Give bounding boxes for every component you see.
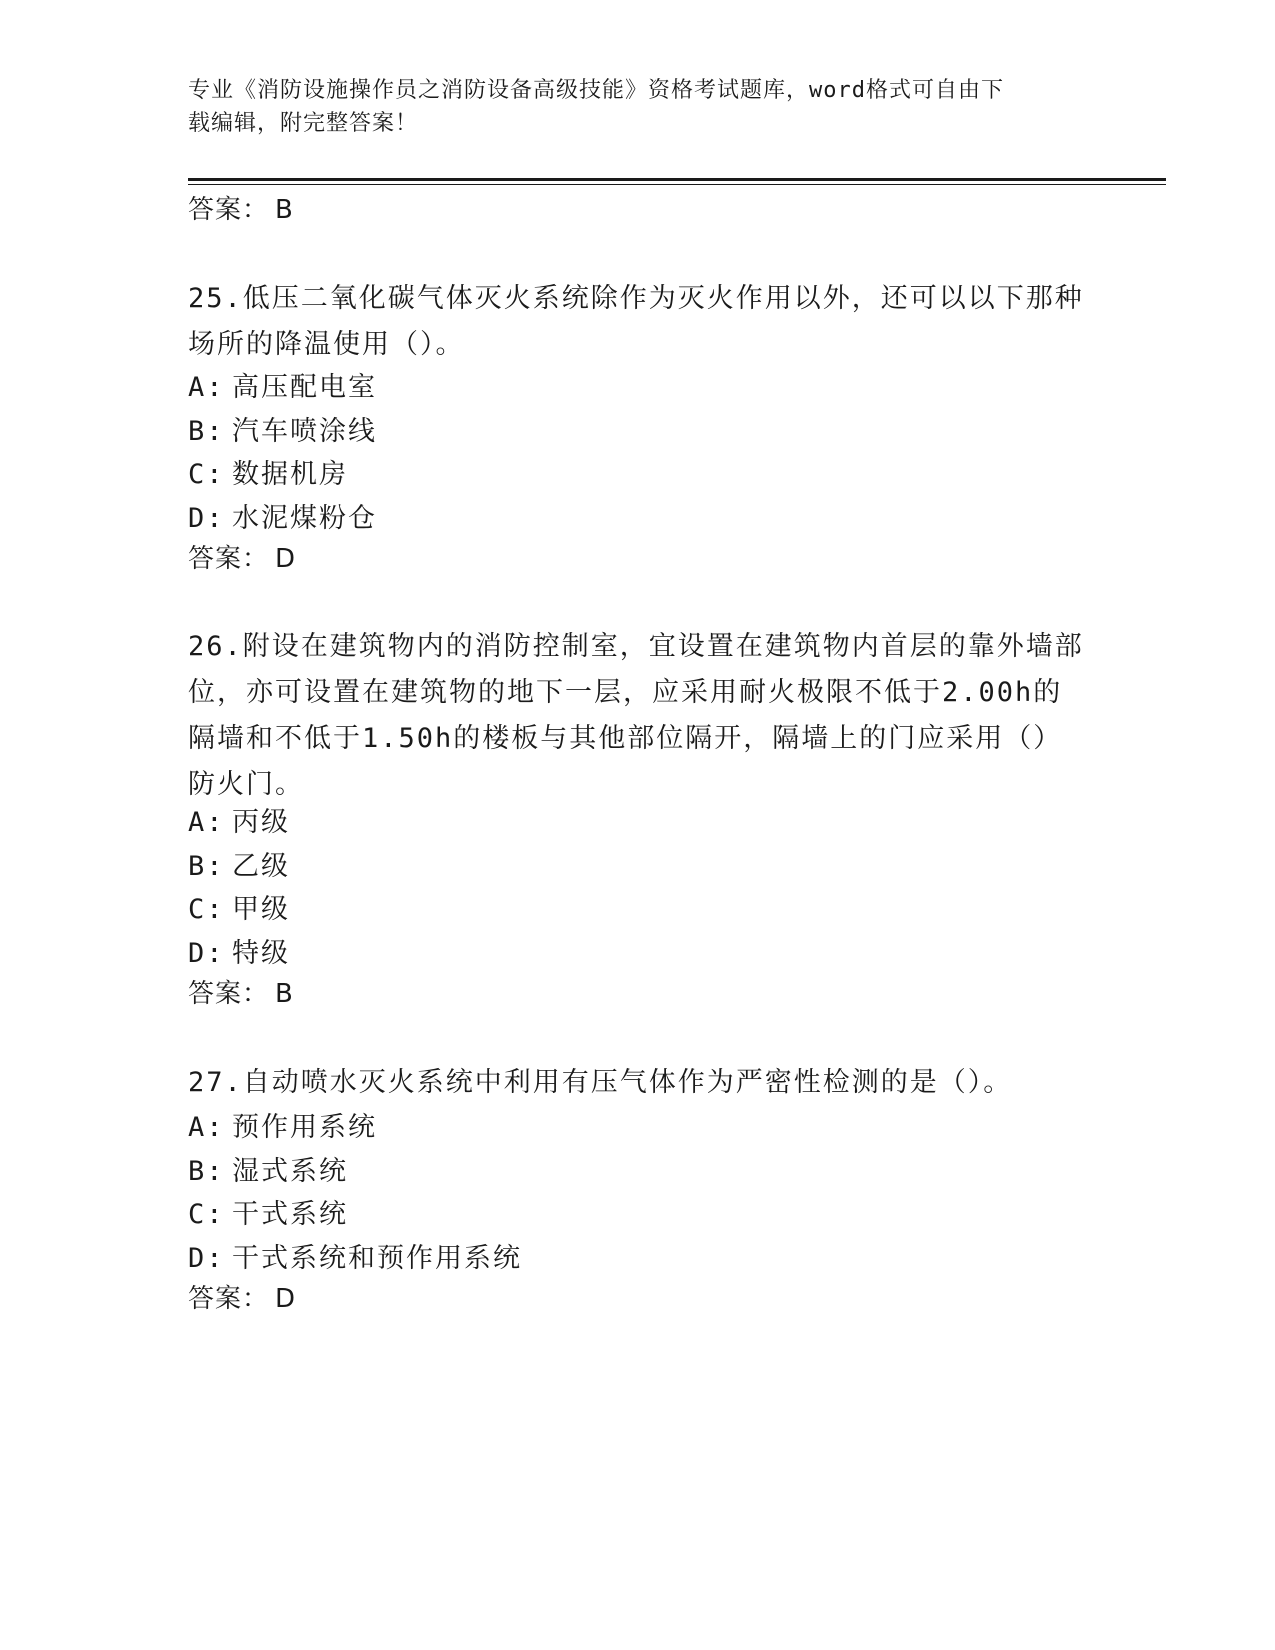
option-text: 特级: [232, 938, 290, 969]
option-text: 干式系统和预作用系统: [232, 1243, 522, 1274]
option-text: 乙级: [232, 851, 290, 882]
question-25-option-d: [188, 499, 377, 539]
answer-label: 答案：: [188, 544, 270, 574]
option-letter: A:: [188, 372, 225, 403]
answer-line: [188, 193, 294, 227]
option-text: 高压配电室: [232, 372, 377, 403]
question-line: 26.附设在建筑物内的消防控制室，宜设置在建筑物内首层的靠外墙部: [188, 631, 1084, 662]
answer-value: B: [275, 195, 294, 225]
option-text: 数据机房: [232, 459, 348, 490]
option-text: 丙级: [232, 807, 290, 838]
question-line: 位，亦可设置在建筑物的地下一层，应采用耐火极限不低于2.00h的: [188, 677, 1063, 708]
option-text: 甲级: [232, 894, 290, 925]
question-27-option-b: [188, 1152, 348, 1192]
option-letter: D:: [188, 1243, 225, 1274]
option-letter: B:: [188, 851, 225, 882]
answer-label: 答案：: [188, 979, 270, 1009]
question-line: 25.低压二氧化碳气体灭火系统除作为灭火作用以外，还可以以下那种: [188, 283, 1084, 314]
answer-label: 答案：: [188, 195, 270, 225]
question-line: 场所的降温使用（）。: [188, 329, 465, 360]
question-line: 27.自动喷水灭火系统中利用有压气体作为严密性检测的是（）。: [188, 1067, 1013, 1098]
question-26-option-d: [188, 934, 290, 974]
option-text: 汽车喷涂线: [232, 416, 377, 447]
question-26-answer: [188, 977, 294, 1011]
option-text: 水泥煤粉仓: [232, 503, 377, 534]
header-line-2: 载编辑，附完整答案！: [188, 111, 419, 136]
question-27-option-c: [188, 1195, 348, 1235]
question-26-option-b: [188, 847, 290, 887]
question-line: 隔墙和不低于1.50h的楼板与其他部位隔开，隔墙上的门应采用（）: [188, 723, 1063, 754]
question-27-option-a: [188, 1108, 377, 1148]
option-letter: A:: [188, 807, 225, 838]
answer-label: 答案：: [188, 1284, 270, 1314]
header-rule-thick: [188, 178, 1166, 181]
question-25-option-c: [188, 455, 348, 495]
option-text: 湿式系统: [232, 1156, 348, 1187]
option-letter: D:: [188, 938, 225, 969]
option-letter: B:: [188, 416, 225, 447]
header-rule-thin: [188, 184, 1166, 185]
question-line: 防火门。: [188, 769, 304, 800]
answer-value: D: [275, 544, 297, 574]
question-26-option-c: [188, 890, 290, 930]
document-header: [188, 74, 1088, 140]
question-27-option-d: [188, 1239, 522, 1279]
answer-value: B: [275, 979, 294, 1009]
option-letter: D:: [188, 503, 225, 534]
option-letter: C:: [188, 459, 225, 490]
question-26-text: [188, 624, 1088, 808]
option-letter: B:: [188, 1156, 225, 1187]
option-text: 预作用系统: [232, 1112, 377, 1143]
header-line-1: 专业《消防设施操作员之消防设备高级技能》资格考试题库，word格式可自由下: [188, 78, 1004, 103]
question-27-answer: [188, 1282, 296, 1316]
question-26-option-a: [188, 803, 290, 843]
option-letter: C:: [188, 894, 225, 925]
option-letter: C:: [188, 1199, 225, 1230]
option-text: 干式系统: [232, 1199, 348, 1230]
question-25-answer: [188, 542, 296, 576]
question-25-option-b: [188, 412, 377, 452]
option-letter: A:: [188, 1112, 225, 1143]
question-25-option-a: [188, 368, 377, 408]
question-27-text: [188, 1060, 1088, 1106]
question-25-text: [188, 276, 1088, 368]
answer-value: D: [275, 1284, 297, 1314]
